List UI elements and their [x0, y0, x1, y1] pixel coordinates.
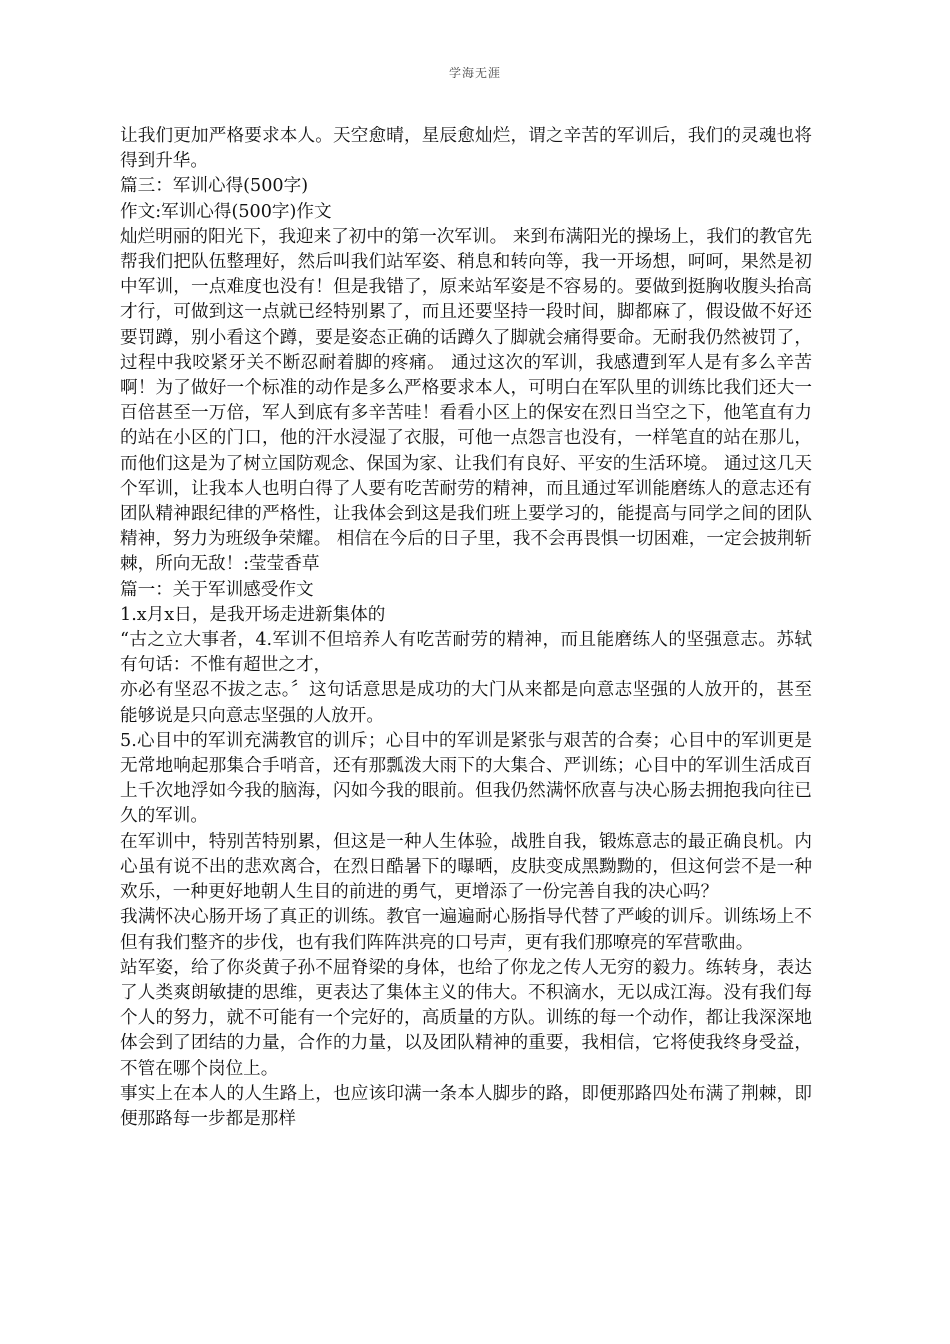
section-heading: 篇一：关于军训感受作文: [120, 579, 314, 600]
section-heading: 篇三：军训心得(500字): [120, 176, 309, 197]
page-header: 学海无涯: [448, 66, 501, 80]
paragraph: 我满怀决心肠开场了真正的训练。教官一遍遍耐心肠指导代替了严峻的训斥。训练场上不但有我们整齐的步伐，也有我们阵阵洪亮的口号声，更有我们那嘹亮的军营歌曲。: [120, 907, 812, 953]
paragraph: 让我们更加严格要求本人。天空愈晴，星辰愈灿烂，谓之辛苦的军训后，我们的灵魂也将得到升华。: [120, 126, 812, 172]
document-body: [120, 124, 812, 1132]
paragraph: 灿烂明丽的阳光下，我迎来了初中的第一次军训。 来到布满阳光的操场上，我们的教官先帮我们把队伍整理好，然后叫我们站军姿、稍息和转向等，我一开场想，呵呵，果然是初中军训，一点难度也没有！但是我错了，原来站军姿是不容易的。要做到挺胸收腹头抬高才行，可做到这一点就已经特别累了，而且还要坚持一段时间，脚都麻了，假设做不好还要罚蹲，别小看这个蹲，要是姿态正确的话蹲久了脚就会痛得要命。无耐我仍然被罚了，过程中我咬紧牙关不断忍耐着脚的疼痛。 通过这次的军训，我感遭到军人是有多么辛苦啊！为了做好一个标准的动作是多么严格要求本人，可明白在军队里的训练比我们还大一百倍甚至一万倍，军人到底有多辛苦哇！看看小区上的保安在烈日当空之下，他笔直有力的站在小区的门口，他的汗水浸湿了衣服，可他一点怨言也没有，一样笔直的站在那儿，而他们这是为了树立国防观念、保国为家、让我们有良好、平安的生活环境。 通过这几天个军训，让我本人也明白得了人要有吃苦耐劳的精神，而且通过军训能磨练人的意志还有团队精神跟纪律的严格性，让我体会到这是我们班上要学习的，能提高与同学之间的团队精神，努力为班级争荣耀。 相信在今后的日子里，我不会再畏惧一切困难，一定会披荆斩棘，所向无敌！:莹莹香草: [120, 226, 812, 575]
paragraph: 事实上在本人的人生路上，也应该印满一条本人脚步的路，即便那路四处布满了荆棘，即便那路每一步都是那样: [120, 1083, 812, 1129]
paragraph: “古之立大事者，4.军训不但培养人有吃苦耐劳的精神，而且能磨练人的坚强意志。苏轼有句话：不惟有超世之才，: [120, 630, 812, 676]
paragraph: 亦必有坚忍不拔之志。〞这句话意思是成功的大门从来都是向意志坚强的人放开的，甚至能够说是只向意志坚强的人放开。: [120, 680, 812, 726]
section-subtitle: 作文:军训心得(500字)作文: [120, 201, 332, 222]
paragraph: 1.x月x日，是我开场走进新集体的: [120, 604, 386, 625]
paragraph: 站军姿，给了你炎黄子孙不屈脊梁的身体，也给了你龙之传人无穷的毅力。练转身，表达了人类爽朗敏捷的思维，更表达了集体主义的伟大。不积滴水，无以成江海。没有我们每个人的努力，就不可能有一个完好的，高质量的方队。训练的每一个动作，都让我深深地体会到了团结的力量，合作的力量，以及团队精神的重要，我相信，它将使我终身受益，不管在哪个岗位上。: [120, 957, 812, 1079]
paragraph: 在军训中，特别苦特别累，但这是一种人生体验，战胜自我，锻炼意志的最正确良机。内心虽有说不出的悲欢离合，在烈日酷暑下的曝晒，皮肤变成黑黝黝的，但这何尝不是一种欢乐，一种更好地朝人生目的前进的勇气，更增添了一份完善自我的决心吗？: [120, 831, 812, 903]
paragraph: 5.心目中的军训充满教官的训斥；心目中的军训是紧张与艰苦的合奏；心目中的军训更是无常地响起那集合手哨音，还有那瓢泼大雨下的大集合、严训练；心目中的军训生活成百上千次地浮如今我的脑海，闪如今我的眼前。但我仍然满怀欣喜与决心肠去拥抱我向往已久的军训。: [120, 730, 812, 827]
